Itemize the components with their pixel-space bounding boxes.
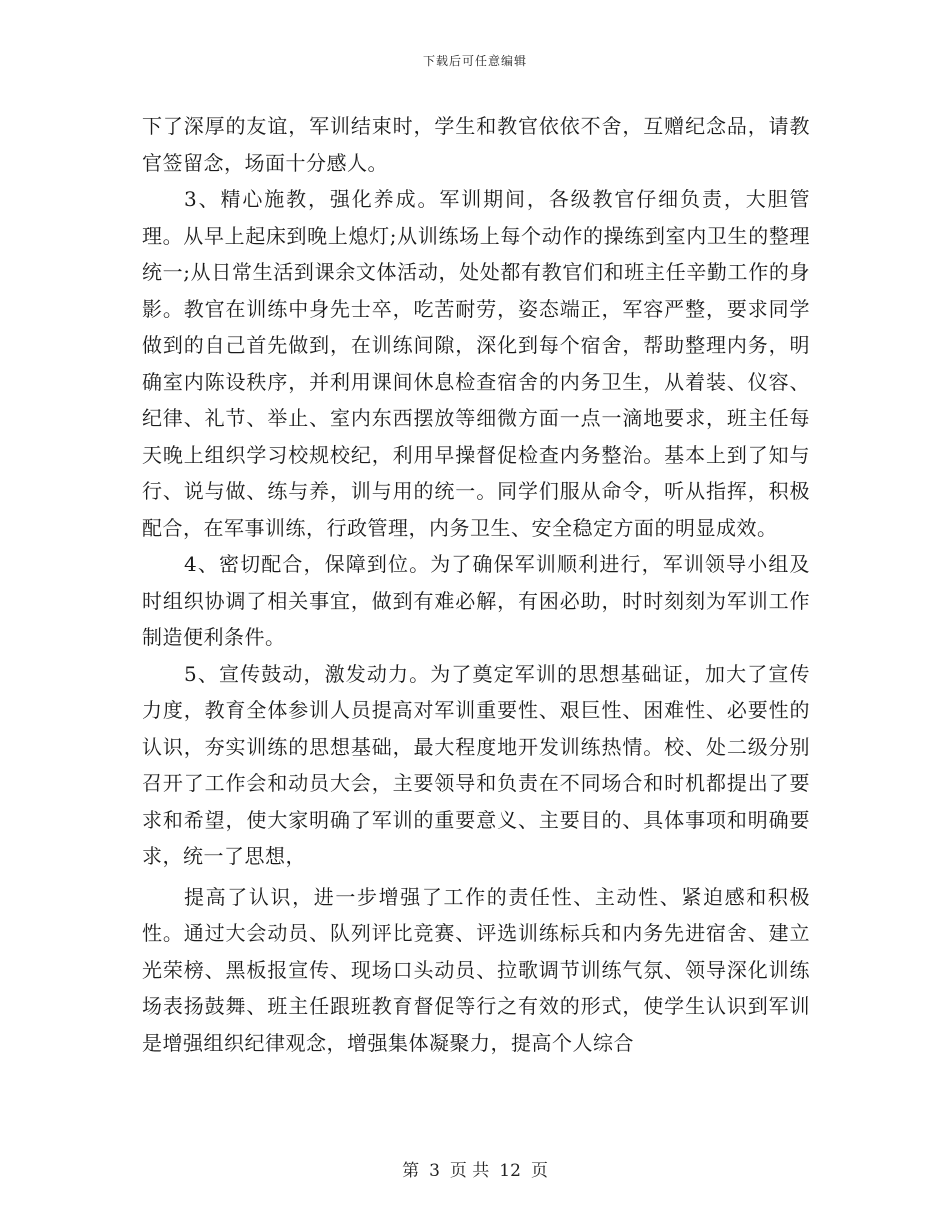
- body-text: [142, 108, 810, 1061]
- footer-middle: 页 共: [449, 1161, 490, 1181]
- paragraph-5: 提高了认识，进一步增强了工作的责任性、主动性、紧迫感和积极性。通过大会动员、队列评比竞赛、评选训练标兵和内务先进宿舍、建立光荣榜、黑板报宣传、现场口头动员、拉歌调节训练气氛、领导深化训练场表扬鼓舞、班主任跟班教育督促等行之有效的形式，使学生认识到军训是增强组织纪律观念，增强集体凝聚力，提高个人综合: [142, 884, 810, 1055]
- footer-prefix: 第: [402, 1161, 420, 1181]
- page-header: 下载后可任意编辑: [422, 54, 527, 68]
- paragraph-3: 4、密切配合，保障到位。为了确保军训顺利进行，军训领导小组及时组织协调了相关事宜，做到有难必解，有困必助，时时刻刻为军训工作制造便利条件。: [142, 552, 810, 649]
- footer-page-number: 3: [429, 1161, 440, 1181]
- paragraph-4: 5、宣传鼓动，激发动力。为了奠定军训的思想基础证，加大了宣传力度，教育全体参训人员提高对军训重要性、艰巨性、困难性、必要性的认识，夯实训练的思想基础，最大程度地开发训练热情。校、处二级分别召开了工作会和动员大会，主要领导和负责在不同场合和时机都提出了要求和希望，使大家明确了军训的重要意义、主要目的、具体事项和明确要求，统一了思想，: [142, 661, 810, 868]
- paragraph-2: 3、精心施教，强化养成。军训期间，各级教官仔细负责，大胆管理。从早上起床到晚上熄灯;从训练场上每个动作的操练到室内卫生的整理统一;从日常生活到课余文体活动，处处都有教官们和班主任辛勤工作的身影。教官在训练中身先士卒，吃苦耐劳，姿态端正，军容严整，要求同学做到的自己首先做到，在训练间隙，深化到每个宿舍，帮助整理内务，明确室内陈设秩序，并利用课间休息检查宿舍的内务卫生，从着装、仪容、纪律、礼节、举止、室内东西摆放等细微方面一点一滴地要求，班主任每天晚上组织学习校规校纪，利用早操督促检查内务整治。基本上到了知与行、说与做、练与养，训与用的统一。同学们服从命令，听从指挥，积极配合，在军事训练，行政管理，内务卫生、安全稳定方面的明显成效。: [142, 187, 810, 540]
- page-footer: [0, 1156, 950, 1181]
- footer-suffix: 页: [530, 1161, 548, 1181]
- paragraph-1: 下了深厚的友谊，军训结束时，学生和教官依依不舍，互赠纪念品，请教官签留念，场面十分感人。: [142, 114, 810, 175]
- footer-total-pages: 12: [499, 1161, 521, 1181]
